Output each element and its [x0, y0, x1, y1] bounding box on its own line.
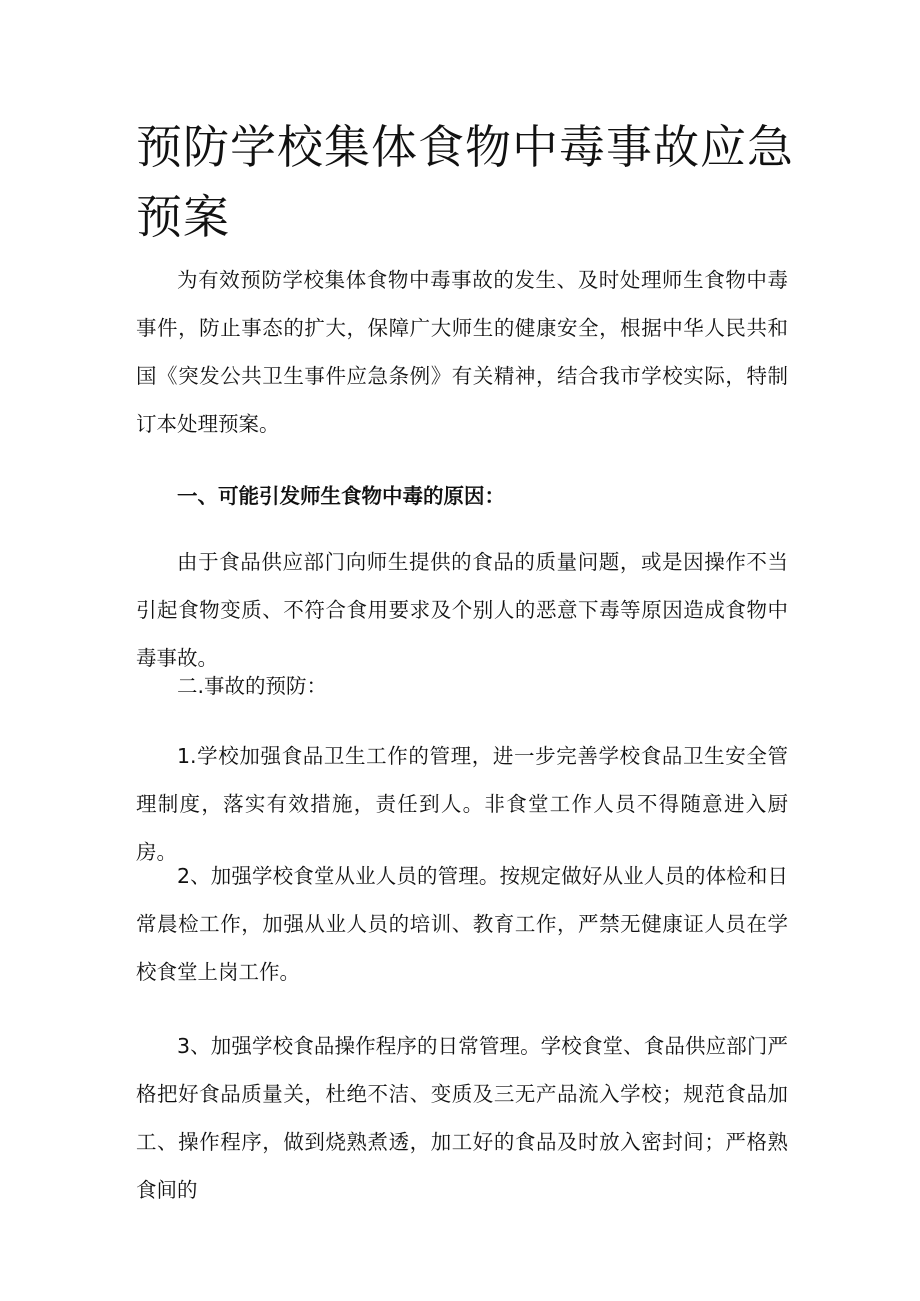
section-2-item-3: 3、加强学校食品操作程序的日常管理。学校食堂、食品供应部门严格把好食品质量关，杜绝不洁、变质及三无产品流入学校；规范食品加工、操作程序，做到烧熟煮透，加工好的食品及时放入密封间；严格熟食间的 — [136, 1034, 788, 1202]
section-2-item-1: 1.学校加强食品卫生工作的管理，进一步完善学校食品卫生安全管理制度，落实有效措施，责任到人。非食堂工作人员不得随意进入厨房。 — [136, 744, 788, 864]
document-title: 预防学校集体食物中毒事故应急预案 — [136, 120, 794, 244]
section-1-paragraph: 由于食品供应部门向师生提供的食品的质量问题，或是因操作不当引起食物变质、不符合食用要求及个别人的恶意下毒等原因造成食物中毒事故。 — [136, 550, 788, 670]
section-1-heading: 一、可能引发师生食物中毒的原因： — [177, 484, 505, 508]
section-2-item-2: 2、加强学校食堂从业人员的管理。按规定做好从业人员的体检和日常晨检工作，加强从业人员的培训、教育工作，严禁无健康证人员在学校食堂上岗工作。 — [136, 864, 788, 984]
intro-paragraph: 为有效预防学校集体食物中毒事故的发生、及时处理师生食物中毒事件，防止事态的扩大，保障广大师生的健康安全，根据中华人民共和国《突发公共卫生事件应急条例》有关精神，结合我市学校实际，特制订本处理预案。 — [136, 268, 788, 436]
section-2-heading: 二.事故的预防： — [177, 674, 328, 698]
